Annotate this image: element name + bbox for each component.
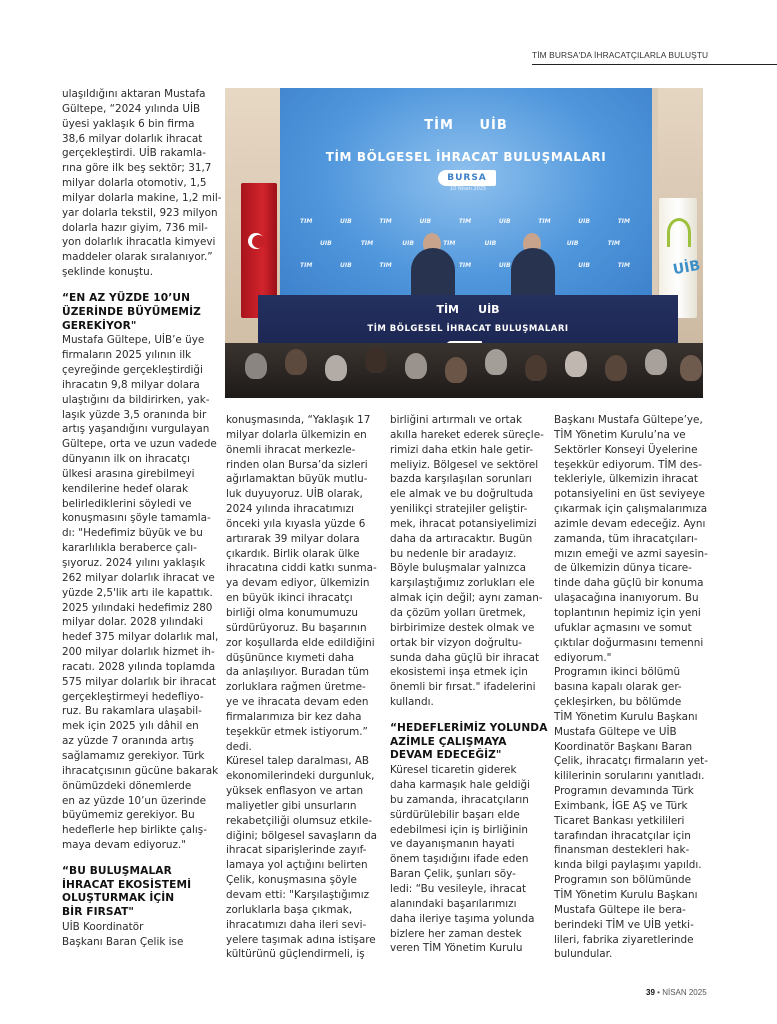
text-line: UİB Koordinatör <box>62 921 144 934</box>
text-line: Programın son bölümünde <box>554 874 691 887</box>
text-line: teşekkür ediyorum. TİM des- <box>554 458 702 471</box>
text-line: ekonomilerindeki durgunluk, <box>226 770 375 783</box>
uib-mini-logo: UİB <box>566 240 579 247</box>
text-line: zorluklarla başa çıkmak, <box>226 903 353 916</box>
audience <box>225 343 703 398</box>
text-line: rekabetçiliği olumsuz etkile- <box>226 814 372 827</box>
text-line: çıktılar doğurmasını temenni <box>554 636 704 649</box>
text-line: ülkesi arasına girebilmeyi <box>62 467 195 480</box>
text-line: Ticaret Bankası yetkilileri <box>554 814 685 827</box>
uib-mini-logo: UİB <box>498 262 511 269</box>
text-line: DEVAM EDECEĞİZ" <box>390 749 502 762</box>
text-line: GEREKİYOR" <box>62 319 137 332</box>
paragraph <box>554 413 719 962</box>
paragraph <box>390 763 550 956</box>
text-line: ulaştığını da bildirirken, yak- <box>62 393 210 406</box>
text-line: milyar dolarla makine, 1,2 mil- <box>62 191 222 204</box>
text-line: ufuklar açmasını ve somut <box>554 621 692 634</box>
screen-title: TİM BÖLGESEL İHRACAT BULUŞMALARI <box>325 150 607 164</box>
text-line: milyar dolarla otomotiv, 1,5 <box>62 177 207 190</box>
text-line: bizlere her zaman destek <box>390 927 522 940</box>
uib-logo: UİB <box>478 303 500 316</box>
issue-date: NİSAN 2025 <box>662 988 707 997</box>
text-line: düşününce kıymeti daha <box>226 651 355 664</box>
tim-mini-logo: TİM <box>300 218 313 225</box>
text-line: çıkardık. Birlik olarak ülke <box>226 547 360 560</box>
text-line: daha da artıracaktır. Bugün <box>390 532 533 545</box>
text-line: edebilmesi için iş birliğinin <box>390 823 528 836</box>
text-line: Başkanı Baran Çelik ise <box>62 935 184 948</box>
text-line: potansiyelini en üst seviyeye <box>554 488 705 501</box>
text-line: ulaşacağına inanıyorum. Bu <box>554 592 699 605</box>
text-line: sağlamamız gerekiyor. Türk <box>62 749 205 762</box>
text-line: ve dayanışmanın hayati <box>390 838 515 851</box>
tim-mini-logo: TİM <box>538 218 551 225</box>
text-line: daha ileriye taşıma yolunda <box>390 912 535 925</box>
crescent-icon <box>248 233 264 249</box>
text-line: artırarak 39 milyar dolara <box>226 532 360 545</box>
text-line: bazda karşılaşılan sorunları <box>390 473 532 486</box>
text-line: yon dolarlık ihracatla kimyevi <box>62 236 216 249</box>
text-line: önceki yıla kıyasla yüzde 6 <box>226 517 366 530</box>
paragraph <box>62 87 222 280</box>
paragraph <box>62 920 222 950</box>
tim-logo: TİM <box>436 303 459 316</box>
text-line: zamanda, tüm ihracatçıları- <box>554 532 698 545</box>
tim-mini-logo: TİM <box>617 262 630 269</box>
text-line: OLUŞTURMAK İÇİN <box>62 892 175 905</box>
text-line: Gültepe, orta ve uzun vadede <box>62 438 217 451</box>
text-line: yelere taşımak adına istişare <box>226 933 376 946</box>
text-line: daha karmaşık hale geldiği <box>390 779 530 792</box>
uib-mini-logo: UİB <box>340 262 352 269</box>
text-line: Çelik, konuşmasına şöyle <box>226 874 357 887</box>
text-line: dı: "Hedefimiz büyük ve bu <box>62 527 203 540</box>
text-line: kında bilgi paylaşımı yapıldı. <box>554 859 702 872</box>
uib-mini-logo: UİB <box>320 240 332 247</box>
text-line: Mustafa Gültepe, UİB’e üye <box>62 334 205 347</box>
text-line: artış yaşandığını vurgulayan <box>62 423 210 436</box>
uib-logo: UİB <box>479 118 508 133</box>
text-line: TİM Yönetim Kurulu’na ve <box>554 428 686 441</box>
text-line: önümüzdeki dönemlerde <box>62 779 192 792</box>
section-heading <box>390 722 550 763</box>
text-line: zorluklara rağmen üretme- <box>226 681 366 694</box>
text-line: büyümemiz gerekiyor. Bu <box>62 809 195 822</box>
uib-mini-logo: UİB <box>419 218 432 225</box>
text-line: mızın emeği ve azmi sayesin- <box>554 547 708 560</box>
text-line: ya devam ediyor, ülkemizin <box>226 577 370 590</box>
text-line: karşılaştığımız zorlukları ele <box>390 577 535 590</box>
text-line: dolarla hazır giyim, 736 mil- <box>62 221 208 234</box>
text-line: toplantının hepimiz için yeni <box>554 606 701 619</box>
tim-mini-logo: TİM <box>458 218 472 225</box>
article-column-4 <box>554 413 719 962</box>
tim-mini-logo: TİM <box>607 240 620 247</box>
paragraph <box>62 333 222 853</box>
screen-logos <box>280 118 652 133</box>
logo-pattern-row <box>320 240 620 247</box>
text-line: sürdürülebilir başarı elde <box>390 808 520 821</box>
text-line: Sektörler Konseyi Üyelerine <box>554 443 698 456</box>
page-footer <box>646 988 707 997</box>
text-line: Gültepe, “2024 yılında UİB <box>62 102 201 115</box>
text-line: ediyorum." <box>554 651 612 664</box>
text-line: maliyetler gibi unsurların <box>226 799 357 812</box>
text-line: finansman destekleri hak- <box>554 844 690 857</box>
text-line: TİM Yönetim Kurulu Başkanı <box>554 710 698 723</box>
text-line: ÜZERİNDE BÜYÜMEMİZ <box>62 305 201 318</box>
text-line: da çözüm yolları üretmek, <box>390 606 526 619</box>
text-line: önemli bir fırsat." ifadelerini <box>390 681 536 694</box>
tim-mini-logo: TİM <box>443 240 456 247</box>
text-line: rinden olan Bursa’da sizleri <box>226 458 368 471</box>
uib-mini-logo: UİB <box>498 218 511 225</box>
text-line: tarafından ihracatçılar için <box>554 829 691 842</box>
text-line: yenilikçi stratejiler geliştir- <box>390 503 528 516</box>
text-line: konuşmasını şöyle tamamla- <box>62 512 211 525</box>
text-line: laşık yüzde 3,5 oranında bir <box>62 408 207 421</box>
text-line: mek için 2025 yılı dâhil en <box>62 720 199 733</box>
desk-logos <box>258 303 678 316</box>
text-line: maddeler olarak sıralanıyor.” <box>62 251 213 264</box>
text-line: gerçekleştirmeyi hedefliyo- <box>62 690 204 703</box>
text-line: ihracatına ciddi katkı sunma- <box>226 562 377 575</box>
text-line: meliyiz. Bölgesel ve sektörel <box>390 458 539 471</box>
text-line: ye ve ihracata devam eden <box>226 696 369 709</box>
text-line: firmalarımıza bir kez daha <box>226 710 362 723</box>
text-line: akılla hareket ederek süreçle- <box>390 428 544 441</box>
article-column-2 <box>226 413 386 962</box>
text-line: 2024 yılında ihracatımızı <box>226 503 354 516</box>
text-line: gerçekleştirdi. UİB rakamla- <box>62 147 207 160</box>
text-line: çıkarmak için çalışmalarımıza <box>554 503 708 516</box>
paragraph <box>226 413 386 962</box>
text-line: birliği olma konumumuzu <box>226 606 358 619</box>
stage-screen <box>280 88 652 310</box>
text-line: almak için değil; aynı zaman- <box>390 592 543 605</box>
text-line: ulaşıldığını aktaran Mustafa <box>62 88 206 100</box>
text-line: dünyanın ilk on ihracatçı <box>62 453 190 466</box>
text-line: rimizi daha etkin hale getir- <box>390 443 534 456</box>
text-line: hedeflerle hep birlikte çalış- <box>62 824 207 837</box>
text-line: sunda daha güçlü bir ihracat <box>390 651 540 664</box>
page-number: 39 <box>646 988 655 997</box>
text-line: “EN AZ YÜZDE 10’UN <box>62 291 191 304</box>
article-column-3 <box>390 413 550 956</box>
text-line: rına göre ilk beş sektör; 31,7 <box>62 162 212 175</box>
tim-mini-logo: TİM <box>458 262 472 269</box>
text-line: zor koşullarda elde edildiğini <box>226 636 375 649</box>
text-line: de ülkemizin dünya ticare- <box>554 562 692 575</box>
running-head: TİM BURSA'DA İHRACATÇILARLA BULUŞTU <box>532 48 777 65</box>
uib-emblem-icon <box>667 218 691 247</box>
event-photo <box>225 88 703 398</box>
text-line: veren TİM Yönetim Kurulu <box>390 942 523 955</box>
uib-mini-logo: UİB <box>340 218 352 225</box>
text-line: 200 milyar dolarlık hizmet ih- <box>62 646 215 659</box>
section-heading <box>62 292 222 333</box>
text-line: “BU BULUŞMALAR <box>62 864 172 877</box>
text-line: Mustafa Gültepe ile bera- <box>554 903 686 916</box>
text-line: önem taşıdığını ifade eden <box>390 853 529 866</box>
logo-pattern-row <box>300 262 630 269</box>
text-line: milyar dolarla ülkemizin en <box>226 428 367 441</box>
screen-date: 10 Nisan 2025 <box>450 186 487 192</box>
text-line: ihracatçısının gücüne bakarak <box>62 764 219 777</box>
text-line: devam etti: "Karşılaştığımız <box>226 889 370 901</box>
text-line: lamaya yol açtığını belirten <box>226 859 368 872</box>
text-line: ihracatımızı daha ileri sevi- <box>226 918 367 931</box>
text-line: Küresel talep daralması, AB <box>226 755 370 768</box>
uib-mini-logo: UİB <box>578 218 590 225</box>
text-line: kültürünü güçlendirmeli, iş <box>226 948 365 961</box>
text-line: tekleriyle, ülkemizin ihracat <box>554 473 698 486</box>
text-line: hedef 375 milyar dolarlık mal, <box>62 631 219 644</box>
text-line: Başkanı Mustafa Gültepe’ye, <box>554 414 703 426</box>
text-line: az yüzde 7 oranında artış <box>62 735 194 748</box>
text-line: Eximbank, İGE AŞ ve Türk <box>554 799 688 812</box>
text-line: dedi. <box>226 740 252 753</box>
text-line: kendilerine hedef olarak <box>62 482 189 495</box>
tim-mini-logo: TİM <box>379 218 392 225</box>
text-line: ruz. Bu rakamlara ulaşabil- <box>62 705 202 718</box>
text-line: ledi: “Bu vesileyle, ihracat <box>390 883 527 896</box>
uib-flag-text: UİB <box>671 257 702 279</box>
text-line: Mustafa Gültepe ve UİB <box>554 725 677 738</box>
text-line: çekleşirken, bu bölümde <box>554 696 682 709</box>
text-line: bu zamanda, ihracatçıların <box>390 793 529 806</box>
text-line: 38,6 milyar dolarlık ihracat <box>62 132 203 145</box>
text-line: konuşmasında, “Yaklaşık 17 <box>226 414 371 426</box>
text-line: İHRACAT EKOSİSTEMİ <box>62 878 192 891</box>
text-line: AZİMLE ÇALIŞMAYA <box>390 735 507 748</box>
tim-mini-logo: TİM <box>300 262 313 269</box>
text-line: racatı. 2028 yılında toplamda <box>62 660 216 673</box>
text-line: yar dolarla tekstil, 923 milyon <box>62 206 218 219</box>
tim-mini-logo: TİM <box>379 262 392 269</box>
text-line: Koordinatör Başkanı Baran <box>554 740 693 753</box>
screen-city-badge: BURSA <box>438 170 496 186</box>
text-line: kullandı. <box>390 696 434 709</box>
text-line: şeklinde konuştu. <box>62 266 154 279</box>
text-line: belirlediklerini söyledi ve <box>62 497 192 510</box>
text-line: kararlılıkla beraberce çalı- <box>62 542 197 555</box>
text-line: üyesi yaklaşık 6 bin firma <box>62 117 195 130</box>
tim-mini-logo: TİM <box>617 218 630 225</box>
section-heading <box>62 865 222 920</box>
tim-logo: TİM <box>424 118 454 133</box>
text-line: birliğini artırmalı ve ortak <box>390 414 522 426</box>
text-line: çeyreğinde gerçekleştirdiği <box>62 364 203 377</box>
text-line: mek, ihracat potansiyelimizi <box>390 517 537 530</box>
text-line: “HEDEFLERİMİZ YOLUNDA <box>390 721 548 734</box>
text-line: Küresel ticaretin giderek <box>390 764 517 777</box>
text-line: Çelik, ihracatçı firmaların yet- <box>554 755 709 768</box>
text-line: önemli ihracat merkezle- <box>226 443 356 456</box>
text-line: ihracatın 9,8 milyar dolara <box>62 378 200 391</box>
text-line: maya devam ediyoruz." <box>62 839 187 852</box>
uib-mini-logo: UİB <box>402 240 414 247</box>
tim-mini-logo: TİM <box>360 240 374 247</box>
text-line: birbirimize destek olmak ve <box>390 621 535 634</box>
text-line: lileri, fabrika ziyaretlerinde <box>554 933 694 946</box>
text-line: milyar dolar. 2028 yılındaki <box>62 616 204 629</box>
text-line: bulundular. <box>554 948 613 961</box>
text-line: tinde daha güçlü bir konuma <box>554 577 704 590</box>
speaker-right <box>511 248 555 298</box>
text-line: diğini; bölgesel savaşların da <box>226 829 378 842</box>
desk-title: TİM BÖLGESEL İHRACAT BULUŞMALARI <box>367 324 569 334</box>
article-column-1 <box>62 87 222 950</box>
text-line: 2025 yılındaki hedefimiz 280 <box>62 601 213 614</box>
text-line: Programın ikinci bölümü <box>554 666 681 679</box>
text-line: bu nedenle bir aradayız. <box>390 547 517 560</box>
text-line: da anlaşılıyor. Buradan tüm <box>226 666 369 679</box>
text-line: ele almak ve bu doğrultuda <box>390 488 534 501</box>
text-line: Böyle buluşmalar yalnızca <box>390 562 527 575</box>
text-line: en az yüzde 10’un üzerinde <box>62 794 207 807</box>
text-line: luk duyuyoruz. UİB olarak, <box>226 488 363 501</box>
text-line: sürdürüyoruz. Bu başarının <box>226 621 367 634</box>
text-line: ihracat siparişlerinde zayıf- <box>226 844 367 857</box>
text-line: şıyoruz. 2024 yılını yaklaşık <box>62 557 206 570</box>
text-line: ortak bir vizyon doğrultu- <box>390 636 523 649</box>
text-line: teşekkür etmek istiyorum.” <box>226 725 368 738</box>
uib-mini-logo: UİB <box>578 262 590 269</box>
text-line: firmaların 2025 yılının ilk <box>62 349 192 362</box>
text-line: BİR FIRSAT" <box>62 906 135 919</box>
text-line: ağırlamaktan büyük mutlu- <box>226 473 368 486</box>
text-line: yüzde 2,5'lik artı ile kapattık. <box>62 586 213 599</box>
text-line: Baran Çelik, şunları söy- <box>390 868 516 881</box>
text-line: 262 milyar dolarlık ihracat ve <box>62 571 215 584</box>
uib-mini-logo: UİB <box>484 240 497 247</box>
text-line: 575 milyar dolarlık bir ihracat <box>62 675 217 688</box>
text-line: TİM Yönetim Kurulu Başkanı <box>554 889 698 901</box>
text-line: yüksek enflasyon ve artan <box>226 785 364 798</box>
text-line: kililerinin sorularını yanıtladı. <box>554 770 705 783</box>
text-line: en büyük ikinci ihracatçı <box>226 592 353 605</box>
text-line: alanındaki başarılarımızı <box>390 897 517 910</box>
text-line: Programın devamında Türk <box>554 785 694 798</box>
paragraph <box>390 413 550 710</box>
text-line: azimle devam edeceğiz. Aynı <box>554 517 706 530</box>
logo-pattern-row <box>300 218 630 225</box>
text-line: basına kapalı olarak ger- <box>554 681 682 694</box>
speaker-left <box>411 248 455 298</box>
text-line: ekosistemi inşa etmek için <box>390 666 528 679</box>
footer-separator: • <box>657 988 660 997</box>
text-line: berindeki TİM ve UİB yetki- <box>554 918 694 931</box>
